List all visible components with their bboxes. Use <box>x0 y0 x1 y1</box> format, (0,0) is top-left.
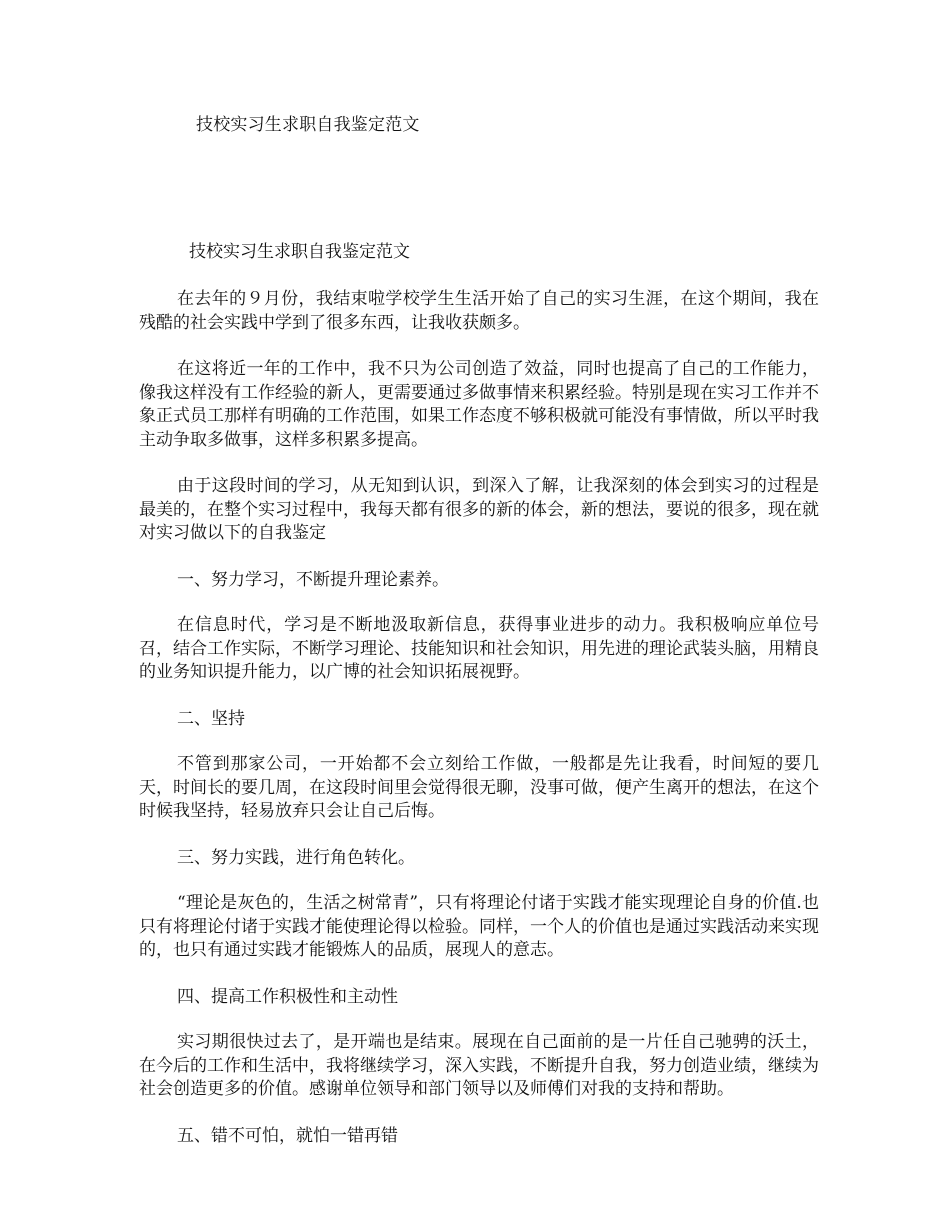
section-heading-persist: 二、坚持 <box>177 708 245 729</box>
paragraph-study: 在信息时代，学习是不断地汲取新信息，获得事业进步的动力。我积极响应单位号召，结合工作实际，不断学习理论、技能知识和社会知识，用先进的理论武装头脑，用精良的业务知识提升能力，以广博的社会知识拓展视野。 <box>139 615 819 682</box>
paragraph-intro: 在去年的９月份，我结束啦学校学生生活开始了自己的实习生涯，在这个期间，我在残酷的社会实践中学到了很多东西，让我收获颇多。 <box>139 289 819 333</box>
section-heading-mistakes: 五、错不可怕，就怕一错再错 <box>177 1125 398 1146</box>
paragraph-practice: “理论是灰色的，生活之树常青”，只有将理论付诸于实践才能实现理论自身的价值.也只有将理论付诸于实践才能使理论得以检验。同样，一个人的价值也是通过实践活动来实现的，也只有通过实践才能锻炼人的品质，展现人的意志。 <box>139 893 819 960</box>
paragraph-work-experience: 在这将近一年的工作中，我不只为公司创造了效益，同时也提高了自己的工作能力，像我这样没有工作经验的新人，更需要通过多做事情来积累经验。特别是现在实习工作并不象正式员工那样有明确的工作范围，如果工作态度不够积极就可能没有事情做，所以平时我主动争取多做事，这样多积累多提高。 <box>139 359 819 450</box>
document-title: 技校实习生求职自我鉴定范文 <box>196 115 420 135</box>
section-heading-study: 一、努力学习，不断提升理论素养。 <box>177 569 449 590</box>
section-heading-practice: 三、努力实践，进行角色转化。 <box>177 847 415 868</box>
paragraph-persist: 不管到那家公司，一开始都不会立刻给工作做，一般都是先让我看，时间短的要几天，时间长的要几周，在这段时间里会觉得很无聊，没事可做，便产生离开的想法，在这个时候我坚持，轻易放弃只会让自己后悔。 <box>139 754 819 821</box>
paragraph-learning-process: 由于这段时间的学习，从无知到认识，到深入了解，让我深刻的体会到实习的过程是最美的，在整个实习过程中，我每天都有很多的新的体会，新的想法，要说的很多，现在就对实习做以下的自我鉴定 <box>139 476 819 543</box>
paragraph-initiative: 实习期很快过去了，是开端也是结束。展现在自己面前的是一片任自己驰骋的沃土，在今后的工作和生活中，我将继续学习，深入实践，不断提升自我，努力创造业绩，继续为社会创造更多的价值。感谢单位领导和部门领导以及师傅们对我的支持和帮助。 <box>139 1032 819 1099</box>
article-heading: 技校实习生求职自我鉴定范文 <box>189 242 410 262</box>
section-heading-initiative: 四、提高工作积极性和主动性 <box>177 986 398 1007</box>
document-body <box>139 240 819 1170</box>
